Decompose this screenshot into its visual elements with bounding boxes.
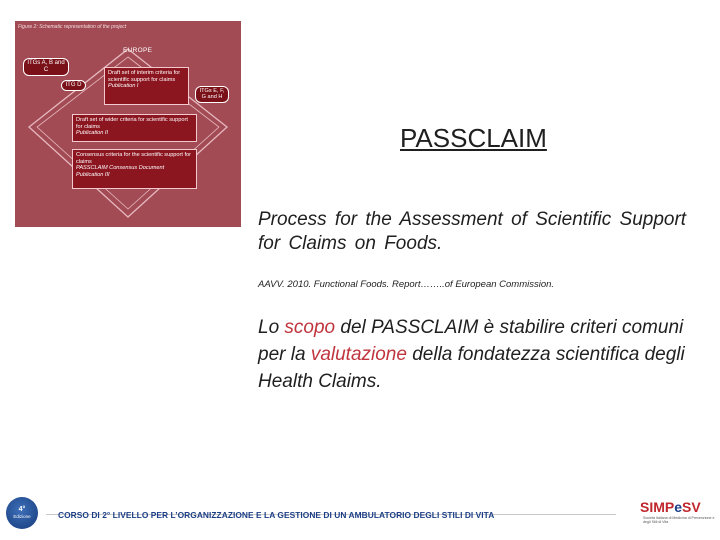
box-consensus-text: Consensus criteria for the scientific support for claims [76, 152, 192, 165]
scope-part3: della fondatezza scientifica degli Health Claims. [258, 344, 685, 392]
logo-subtitle: Società Italiana di Medicina di Prevenzione e degli Stili di Vita [643, 516, 715, 525]
scope-part2: del PASSCLAIM è stabilire criteri comuni per la [258, 317, 684, 365]
scope-part1: Lo [258, 317, 285, 338]
logo-part-simp: SIMP [640, 499, 675, 515]
box-consensus-criteria [72, 149, 197, 189]
edition-number: 4° [18, 506, 26, 513]
logo-part-sv: SV [682, 499, 701, 515]
logo-part-e: e [674, 499, 683, 515]
reference-citation: AAVV. 2010. Functional Foods. Report……..of European Commission. [258, 279, 555, 290]
edition-word: Edizione [13, 514, 31, 519]
scope-highlight-valutazione: valutazione [310, 344, 407, 365]
simpesv-logo [640, 499, 718, 535]
box-wider-text: Draft set of wider criteria for scientific support for claims [76, 117, 188, 130]
pill-itg-abc: ITGs A, B and C [23, 58, 69, 76]
europe-label: EUROPE [123, 47, 153, 54]
edition-badge [6, 497, 38, 529]
logo-wordmark [640, 499, 701, 515]
box-consensus-publication: Publication III [76, 171, 110, 178]
box-consensus-document: PASSCLAIM Consensus Document [76, 165, 165, 172]
box-interim-text: Draft set of interim criteria for scientific support for claims [108, 70, 181, 83]
scope-paragraph [258, 314, 698, 395]
box-wider-publication: Publication II [76, 130, 109, 137]
acronym-expansion: Process for the Assessment of Scientific Support for Claims on Foods. [258, 209, 687, 254]
box-interim-criteria [104, 67, 189, 105]
page-title: PASSCLAIM [400, 123, 547, 153]
scope-highlight-scopo: scopo [284, 317, 336, 338]
figure-caption: Figure 2: Schematic representation of the project [18, 24, 127, 30]
passclaim-schema-figure [15, 21, 241, 227]
course-title: CORSO DI 2° LIVELLO PER L’ORGANIZZAZIONE E LA GESTIONE DI UN AMBULATORIO DEGLI STILI DI VITA [58, 510, 495, 520]
box-interim-publication: Publication I [108, 83, 139, 90]
pill-itg-d: ITG D [61, 80, 86, 91]
box-wider-criteria [72, 114, 197, 142]
pill-itg-efgh: ITGs E, F, G and H [195, 86, 229, 103]
